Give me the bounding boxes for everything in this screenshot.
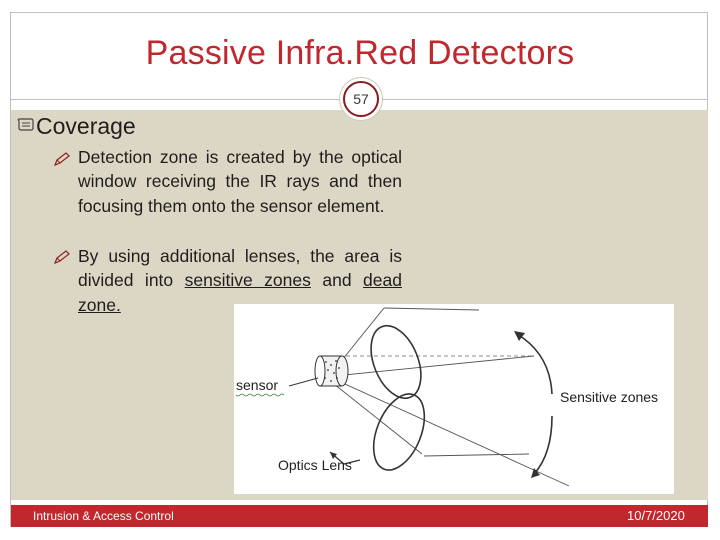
section-heading: Coverage bbox=[36, 113, 136, 139]
slide-number: 57 bbox=[343, 81, 379, 117]
bullet-text: By using additional lenses, the area is divided into bbox=[78, 246, 402, 291]
optics-lens-label: Optics Lens bbox=[278, 457, 352, 473]
sensor-label: sensor bbox=[236, 377, 279, 393]
footer-date: 10/7/2020 bbox=[627, 508, 685, 523]
scroll-icon bbox=[17, 118, 34, 131]
sensitive-zones-label: Sensitive zones bbox=[560, 389, 659, 405]
pir-lens-diagram bbox=[234, 304, 674, 494]
bullet-text-and: and bbox=[310, 270, 364, 291]
slide-title: Passive Infra.Red Detectors bbox=[145, 34, 575, 72]
dead-zone-term: dead zone. bbox=[78, 270, 402, 315]
bullet-detection-zone: Detection zone is created by the optical window receiving the IR rays and then focusing them onto the sensor element. bbox=[78, 147, 402, 216]
pencil-icon bbox=[54, 250, 70, 264]
sensor-element bbox=[315, 356, 348, 386]
footer-course: Intrusion & Access Control bbox=[33, 509, 174, 523]
pencil-icon bbox=[54, 152, 70, 166]
sensitive-zones-term: sensitive zones bbox=[184, 270, 311, 291]
